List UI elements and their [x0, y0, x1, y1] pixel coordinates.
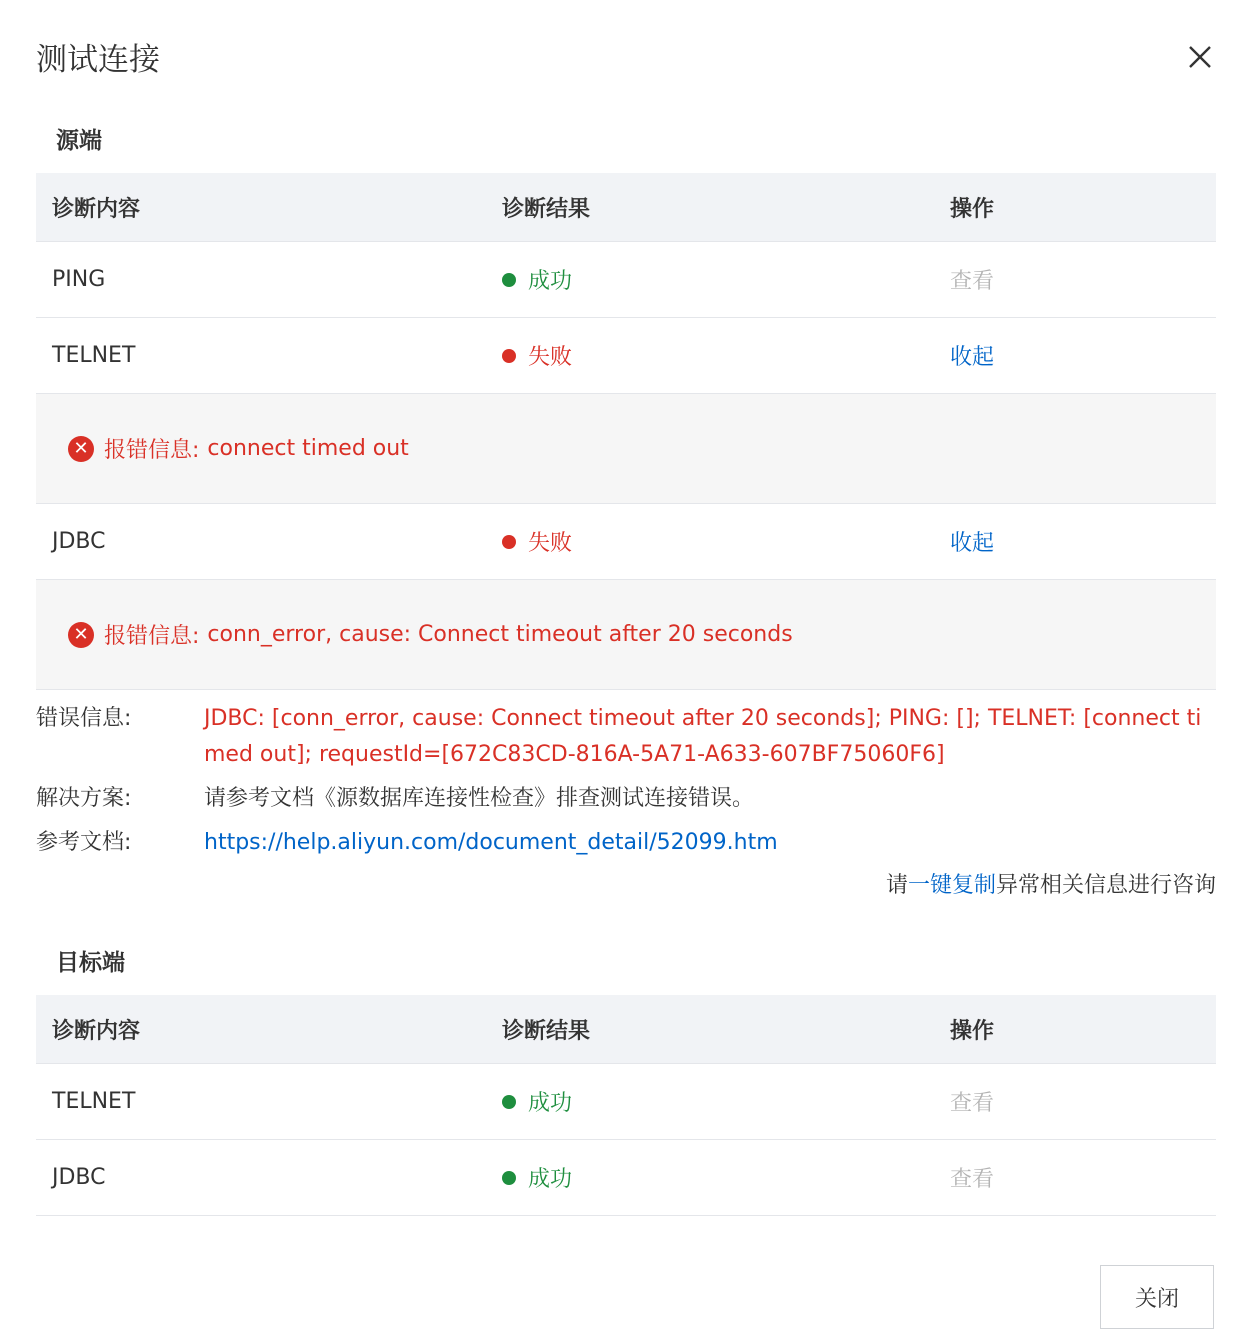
result-text: 成功 — [528, 1167, 573, 1192]
success-dot-icon — [502, 1171, 516, 1185]
success-dot-icon — [502, 273, 516, 287]
source-section-title: 源端 — [56, 128, 102, 154]
diagnosis-result — [502, 1064, 572, 1139]
solution-label: 解决方案: — [36, 786, 132, 811]
dialog-title: 测试连接 — [36, 42, 160, 78]
result-text: 成功 — [528, 269, 573, 294]
collapse-label[interactable]: 收起 — [950, 531, 995, 556]
solution-value: 请参考文档《源数据库连接性检查》排查测试连接错误。 — [204, 786, 755, 811]
close-button[interactable]: 关闭 — [1100, 1265, 1214, 1329]
error-info-value: JDBC: [conn_error, cause: Connect timeout after 20 seconds]; PING: []; TELNET: [connect timed out]; requestId=[672C83CD-816A-5A71-A633-607BF75060F6] — [204, 706, 1202, 767]
doc-label: 参考文档: — [36, 830, 132, 855]
table-row — [36, 1064, 1216, 1140]
diagnosis-result — [502, 504, 572, 579]
result-text: 失败 — [528, 345, 573, 370]
error-label: 报错信息: — [104, 624, 200, 649]
source-diagnosis-table — [36, 173, 1216, 690]
view-button — [950, 242, 994, 317]
column-header-content: 诊断内容 — [52, 196, 141, 222]
diagnosis-item: JDBC — [52, 1165, 106, 1190]
view-button — [950, 1140, 994, 1215]
table-row — [36, 504, 1216, 580]
error-info-label: 错误信息: — [36, 706, 132, 731]
target-section-title: 目标端 — [56, 950, 125, 976]
table-header — [36, 995, 1216, 1064]
diagnosis-item: TELNET — [52, 343, 136, 368]
success-dot-icon — [502, 1095, 516, 1109]
diagnosis-item: JDBC — [52, 529, 106, 554]
column-header-content: 诊断内容 — [52, 1018, 141, 1044]
collapse-label[interactable]: 收起 — [950, 345, 995, 370]
fail-dot-icon — [502, 535, 516, 549]
close-icon[interactable] — [1185, 42, 1215, 72]
doc-link[interactable]: https://help.aliyun.com/document_detail/52099.htm — [204, 830, 778, 855]
view-button — [950, 1064, 994, 1139]
fail-dot-icon — [502, 349, 516, 363]
column-header-action: 操作 — [950, 196, 995, 222]
error-circle-icon: ✕ — [68, 622, 94, 648]
collapse-button[interactable] — [950, 504, 994, 579]
column-header-result: 诊断结果 — [502, 1018, 591, 1044]
view-label: 查看 — [950, 269, 995, 294]
error-detail-row — [36, 394, 1216, 504]
error-text: conn_error, cause: Connect timeout after 20 seconds — [207, 622, 793, 647]
error-circle-icon: ✕ — [68, 436, 94, 462]
error-detail — [68, 580, 793, 689]
target-diagnosis-table — [36, 995, 1216, 1216]
error-detail-row — [36, 580, 1216, 690]
error-text: connect timed out — [207, 436, 409, 461]
table-row — [36, 318, 1216, 394]
table-row — [36, 242, 1216, 318]
view-label: 查看 — [950, 1091, 995, 1116]
one-click-copy-link[interactable]: 一键复制 — [907, 873, 996, 898]
error-detail — [68, 394, 409, 503]
diagnosis-result — [502, 242, 572, 317]
collapse-button[interactable] — [950, 318, 994, 393]
column-header-result: 诊断结果 — [502, 196, 591, 222]
diagnosis-item: PING — [52, 267, 106, 292]
table-row — [36, 1140, 1216, 1216]
result-text: 失败 — [528, 531, 573, 556]
diagnosis-result — [502, 318, 572, 393]
copy-hint — [886, 868, 1216, 904]
hint-suffix: 异常相关信息进行咨询 — [995, 873, 1216, 898]
error-label: 报错信息: — [104, 438, 200, 463]
diagnosis-item: TELNET — [52, 1089, 136, 1114]
view-label: 查看 — [950, 1167, 995, 1192]
hint-prefix: 请 — [885, 873, 908, 898]
table-header — [36, 173, 1216, 242]
column-header-action: 操作 — [950, 1018, 995, 1044]
result-text: 成功 — [528, 1091, 573, 1116]
diagnosis-result — [502, 1140, 572, 1215]
